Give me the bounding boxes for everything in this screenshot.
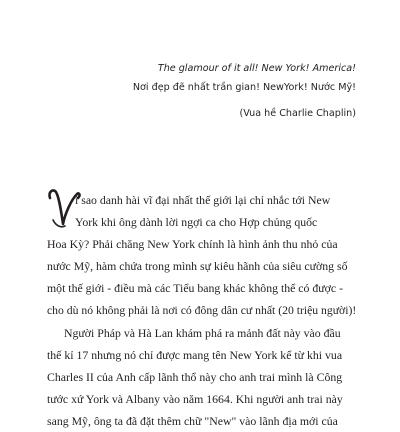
paragraph-2-line: tước xứ York và Albany vào năm 1664. Khi người anh trai này <box>47 392 343 406</box>
paragraph-1-line: York khi ông dành lời ngợi ca cho Hợp chủng quốc <box>75 215 318 229</box>
paragraph-2-line: Charles II của Anh cấp lãnh thổ này cho anh trai mình là Công <box>47 370 343 384</box>
paragraph-2-line: Người Pháp và Hà Lan khám phá ra mảnh đất này vào đầu <box>64 326 341 340</box>
epigraph-attribution: (Vua hề Charlie Chaplin) <box>239 108 356 119</box>
epigraph-quote-vietnamese: Nơi đẹp đẽ nhất trần gian! NewYork! Nước Mỹ! <box>132 82 356 93</box>
paragraph-1-line: cho dù nó không phải là nơi có đông dân cư nhất (20 triệu người)! <box>47 303 357 317</box>
paragraph-2-line: sang Mỹ, ông ta đã đặt thêm chữ "New" vào lãnh địa mới của <box>47 414 338 428</box>
epigraph-quote-english: The glamour of it all! New York! America! <box>157 63 356 74</box>
paragraph-1-line: ì sao danh hài vĩ đại nhất thế giới lại chỉ nhắc tới New <box>75 193 331 207</box>
paragraph-1-line: một thế giới - điều mà các Tiểu bang khác không thể có được - <box>47 281 344 295</box>
paragraph-1-line: nước Mỹ, hàm chứa trong mình sự kiêu hãnh của siêu cường số <box>47 259 348 273</box>
paragraph-2-line: thế kỉ 17 nhưng nó chỉ được mang tên New York kể từ khi vua <box>47 348 343 362</box>
paragraph-1-line: Hoa Kỳ? Phải chăng New York chính là hình ảnh thu nhỏ của <box>47 237 338 251</box>
